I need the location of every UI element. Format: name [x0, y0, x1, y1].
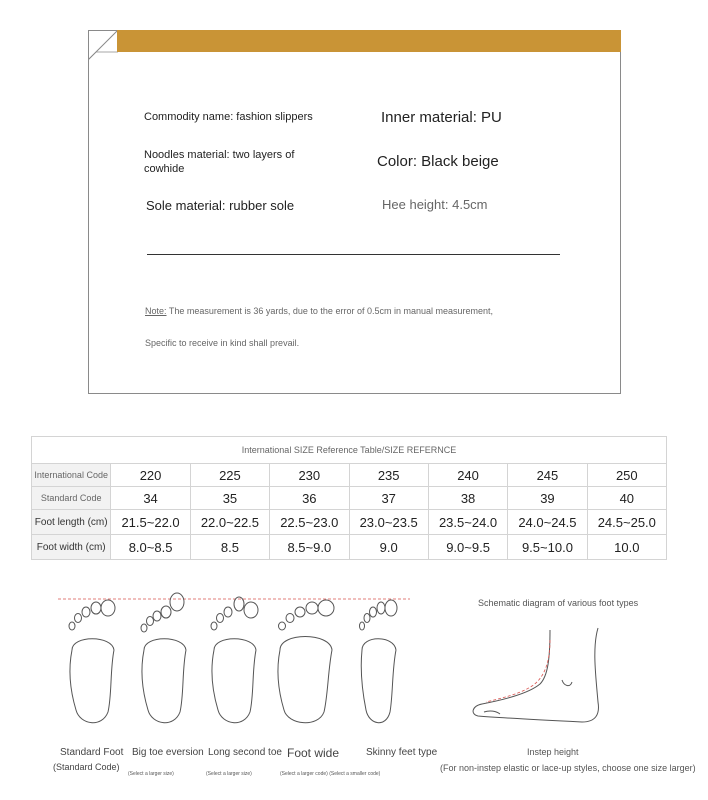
- foot-wide-sub: (Select a larger code) (Select a smaller code): [280, 771, 381, 777]
- instep-height-label: Instep height: [527, 747, 579, 757]
- measurement-note-2: Specific to receive in kind shall prevail.: [145, 338, 300, 348]
- color-spec: Color: Black beige: [377, 153, 499, 170]
- folded-corner-icon: [88, 30, 118, 60]
- foot-length-row: [32, 510, 667, 535]
- table-cell: 39: [508, 487, 587, 510]
- inner-material: Inner material: PU: [381, 109, 502, 126]
- schematic-title: Schematic diagram of various foot types: [478, 598, 639, 608]
- table-cell: 34: [111, 487, 190, 510]
- card-accent-bar: [117, 30, 621, 52]
- row-header: Standard Code: [32, 487, 111, 510]
- foot-wide-label: Foot wide: [287, 746, 340, 760]
- table-cell: 245: [508, 464, 587, 487]
- big-toe-eversion-foot-icon: [141, 593, 186, 723]
- noodles-material: Noodles material: two layers of cowhide: [144, 149, 295, 175]
- long-second-toe-foot-icon: [211, 597, 258, 723]
- table-cell: 10.0: [587, 535, 666, 560]
- row-header: Foot length (cm): [32, 510, 111, 535]
- table-cell: 220: [111, 464, 190, 487]
- long-second-toe-label: Long second toe: [208, 747, 282, 758]
- row-header: International Code: [32, 464, 111, 487]
- skinny-foot-icon: [360, 600, 398, 723]
- table-cell: 24.0~24.5: [508, 510, 587, 535]
- commodity-name: Commodity name: fashion slippers: [144, 111, 313, 123]
- standard-foot-icon: [69, 600, 115, 723]
- table-cell: 250: [587, 464, 666, 487]
- long-second-toe-sub: (Select a larger size): [206, 771, 252, 777]
- note-line-1: The measurement is 36 yards, due to the error of 0.5cm in manual measurement,: [166, 306, 494, 316]
- table-cell: 40: [587, 487, 666, 510]
- international-code-row: [32, 464, 667, 487]
- table-cell: 21.5~22.0: [111, 510, 190, 535]
- table-cell: 24.5~25.0: [587, 510, 666, 535]
- table-cell: 36: [270, 487, 349, 510]
- foot-width-row: [32, 535, 667, 560]
- table-cell: 9.0: [349, 535, 428, 560]
- sole-material: Sole material: rubber sole: [146, 198, 295, 213]
- wide-foot-icon: [278, 600, 334, 723]
- table-cell: 235: [349, 464, 428, 487]
- table-cell: 35: [190, 487, 269, 510]
- heel-height: Hee height: 4.5cm: [382, 197, 488, 212]
- standard-code-row: [32, 487, 667, 510]
- table-cell: 23.0~23.5: [349, 510, 428, 535]
- table-cell: 22.0~22.5: [190, 510, 269, 535]
- table-cell: 8.5~9.0: [270, 535, 349, 560]
- table-cell: 8.0~8.5: [111, 535, 190, 560]
- card-divider: [147, 254, 560, 255]
- big-toe-eversion-sub: (Select a larger size): [128, 771, 174, 777]
- skinny-feet-label: Skinny feet type: [366, 747, 438, 758]
- standard-foot-label: Standard Foot: [60, 747, 124, 758]
- measurement-note: [145, 306, 493, 316]
- table-cell: 9.5~10.0: [508, 535, 587, 560]
- standard-code-label: (Standard Code): [53, 762, 120, 772]
- table-cell: 230: [270, 464, 349, 487]
- size-table-title: International SIZE Reference Table/SIZE REFERNCE: [32, 437, 667, 464]
- big-toe-eversion-label: Big toe eversion: [132, 747, 204, 758]
- instep-note: (For non-instep elastic or lace-up styles, choose one size larger): [440, 763, 696, 773]
- table-cell: 225: [190, 464, 269, 487]
- size-reference-table: [31, 436, 667, 560]
- table-cell: 23.5~24.0: [428, 510, 507, 535]
- product-info-card: [88, 30, 621, 394]
- row-header: Foot width (cm): [32, 535, 111, 560]
- table-cell: 8.5: [190, 535, 269, 560]
- note-prefix: Note:: [145, 306, 167, 316]
- instep-foot-icon: [462, 618, 612, 733]
- table-cell: 37: [349, 487, 428, 510]
- table-cell: 22.5~23.0: [270, 510, 349, 535]
- table-cell: 9.0~9.5: [428, 535, 507, 560]
- foot-types-illustration: [50, 590, 420, 740]
- table-cell: 240: [428, 464, 507, 487]
- table-cell: 38: [428, 487, 507, 510]
